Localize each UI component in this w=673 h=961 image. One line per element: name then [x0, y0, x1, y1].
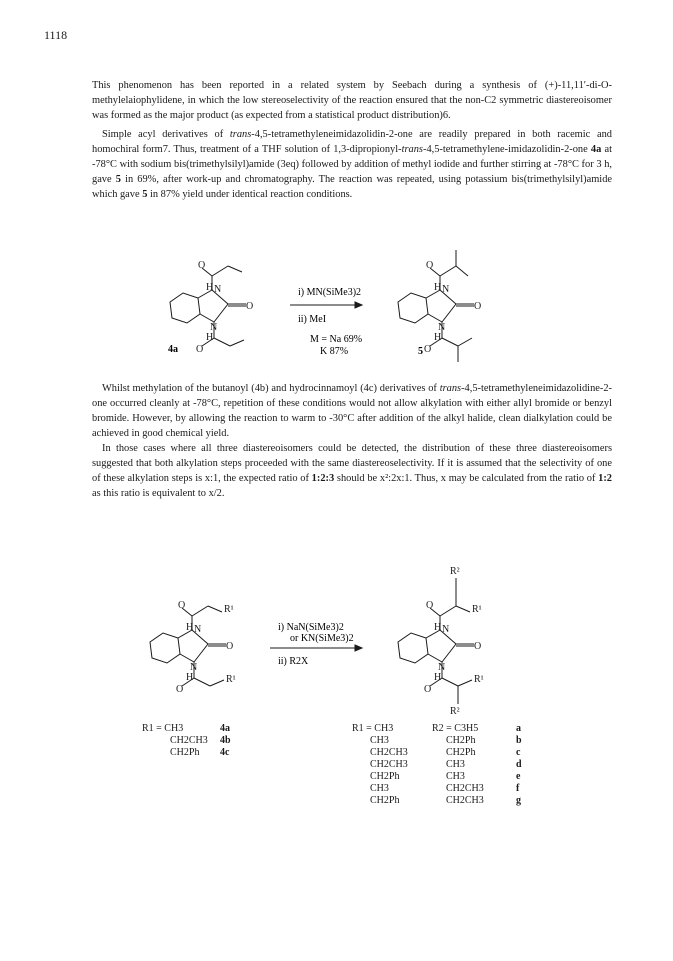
- scheme-1-reagent-1: i) MN(SiMe3)2: [298, 287, 362, 298]
- svg-text:N: N: [194, 624, 202, 635]
- svg-text:N: N: [438, 322, 446, 333]
- scheme-1-reagent-2: ii) MeI: [298, 314, 327, 325]
- svg-text:CH2CH3: CH2CH3: [446, 795, 484, 806]
- svg-text:R²: R²: [450, 566, 460, 577]
- svg-text:4c: 4c: [220, 747, 230, 758]
- scheme-2-reagent-1b: or KN(SiMe3)2: [290, 633, 354, 644]
- svg-text:b: b: [516, 735, 522, 746]
- svg-text:O: O: [426, 260, 434, 271]
- svg-text:O: O: [198, 260, 206, 271]
- svg-text:O: O: [226, 641, 234, 652]
- svg-text:CH3: CH3: [370, 735, 389, 746]
- svg-text:H: H: [434, 622, 442, 633]
- svg-text:c: c: [516, 747, 521, 758]
- svg-text:CH2Ph: CH2Ph: [170, 747, 200, 758]
- svg-text:O: O: [426, 600, 434, 611]
- svg-text:d: d: [516, 759, 522, 770]
- svg-text:R¹: R¹: [226, 674, 236, 685]
- svg-text:N: N: [442, 284, 450, 295]
- compound-label-4a: 4a: [168, 344, 178, 355]
- svg-text:g: g: [516, 795, 521, 806]
- svg-text:e: e: [516, 771, 521, 782]
- scheme-1-drawing: [150, 240, 530, 370]
- paragraph-1: This phenomenon has been reported in a related system by Seebach during a synthesis of (+)-11,11′-di-O-methylelaiophylidene, in which the low stereoselectivity of the reaction ensured that the non-C2 symmetric diastereoisomer was formed as the major product (as expected from a statistical product distribution)6.: [92, 80, 612, 121]
- scheme-1-condition-2: K 87%: [320, 346, 349, 357]
- svg-text:4b: 4b: [220, 735, 231, 746]
- svg-text:CH2Ph: CH2Ph: [446, 735, 476, 746]
- scheme-2-starting-table: [142, 723, 231, 758]
- svg-text:O: O: [178, 600, 186, 611]
- scheme-1-condition: M = Na 69%: [310, 334, 363, 345]
- svg-text:N: N: [438, 662, 446, 673]
- scheme-2-reagent-1: i) NaN(SiMe3)2: [278, 622, 344, 633]
- svg-text:O: O: [474, 641, 482, 652]
- svg-text:O: O: [424, 344, 432, 355]
- svg-text:H: H: [434, 332, 442, 343]
- svg-text:H: H: [186, 672, 194, 683]
- svg-text:CH2CH3: CH2CH3: [446, 783, 484, 794]
- svg-text:H: H: [206, 282, 214, 293]
- svg-text:CH2Ph: CH2Ph: [370, 771, 400, 782]
- svg-text:N: N: [214, 284, 222, 295]
- svg-text:H: H: [206, 332, 214, 343]
- compound-label-5: 5: [418, 346, 423, 357]
- svg-text:CH2Ph: CH2Ph: [446, 747, 476, 758]
- page-number: 1118: [44, 28, 68, 42]
- svg-text:CH3: CH3: [446, 771, 465, 782]
- svg-text:O: O: [424, 684, 432, 695]
- svg-text:f: f: [516, 783, 520, 794]
- scheme-2-product-table: [352, 723, 522, 806]
- svg-text:H: H: [434, 672, 442, 683]
- svg-text:R2 = C3H5: R2 = C3H5: [432, 723, 479, 734]
- scheme-2-drawing: [140, 548, 560, 808]
- svg-text:O: O: [176, 684, 184, 695]
- scheme-2-reagent-2: ii) R2X: [278, 656, 309, 667]
- scheme-1: [150, 240, 530, 370]
- svg-text:CH3: CH3: [446, 759, 465, 770]
- svg-text:CH2Ph: CH2Ph: [370, 795, 400, 806]
- svg-text:O: O: [246, 301, 254, 312]
- svg-text:R1 = CH3: R1 = CH3: [352, 723, 394, 734]
- svg-text:R¹: R¹: [474, 674, 484, 685]
- svg-text:N: N: [190, 662, 198, 673]
- paragraph-3: Whilst methylation of the butanoyl (4b) and hydrocinnamoyl (4c) derivatives of trans-4,5-tetramethyleneimidazolidine-2-one occurred cleanly at -78°C, repetition of these conditions would not allow alkylation with either allyl bromide or benzyl bromide. However, by allowing the reaction to warm to -30°C after addition of the alkyl halide, clean dialkylation could be achieved in good chemical yield.: [92, 383, 612, 439]
- svg-text:R¹: R¹: [224, 604, 234, 615]
- svg-text:R²: R²: [450, 706, 460, 717]
- svg-text:H: H: [434, 282, 442, 293]
- svg-text:a: a: [516, 723, 521, 734]
- svg-text:CH2CH3: CH2CH3: [170, 735, 208, 746]
- svg-text:R¹: R¹: [472, 604, 482, 615]
- scheme-2: [140, 548, 560, 808]
- svg-text:O: O: [196, 344, 204, 355]
- svg-text:R1 = CH3: R1 = CH3: [142, 723, 184, 734]
- svg-text:H: H: [186, 622, 194, 633]
- svg-text:CH2CH3: CH2CH3: [370, 747, 408, 758]
- svg-text:N: N: [210, 322, 218, 333]
- svg-text:O: O: [474, 301, 482, 312]
- paragraph-4: In those cases where all three diastereoisomers could be detected, the distribution of these three diastereoisomers suggested that both alkylation steps proceeded with the same diastereoselectivity. If it is assumed that the selectivity of one of these alkylation steps is x:1, the expected ratio of 1:2:3 should be x²:2x:1. Thus, x may be calculated from the ratio of 1:2 as this ratio is equivalent to x/2.: [92, 443, 612, 499]
- paragraph-2: Simple acyl derivatives of trans-4,5-tetramethyleneimidazolidin-2-one are readily prepared in both racemic and homochiral form7. Thus, treatment of a THF solution of 1,3-dipropionyl-trans-4,5-tetramethylene-imidazolidin-2-one 4a at -78°C with sodium bis(trimethylsilyl)amide (3eq) followed by addition of methyl iodide and further stirring at -78°C for 3 h, gave 5 in 69%, after work-up and chromatography. The reaction was repeated, using potassium bis(trimethylsilyl)amide which gave 5 in 87% yield under identical reaction conditions.: [92, 129, 613, 200]
- svg-text:CH2CH3: CH2CH3: [370, 759, 408, 770]
- svg-text:CH3: CH3: [370, 783, 389, 794]
- svg-text:N: N: [442, 624, 450, 635]
- svg-text:4a: 4a: [220, 723, 230, 734]
